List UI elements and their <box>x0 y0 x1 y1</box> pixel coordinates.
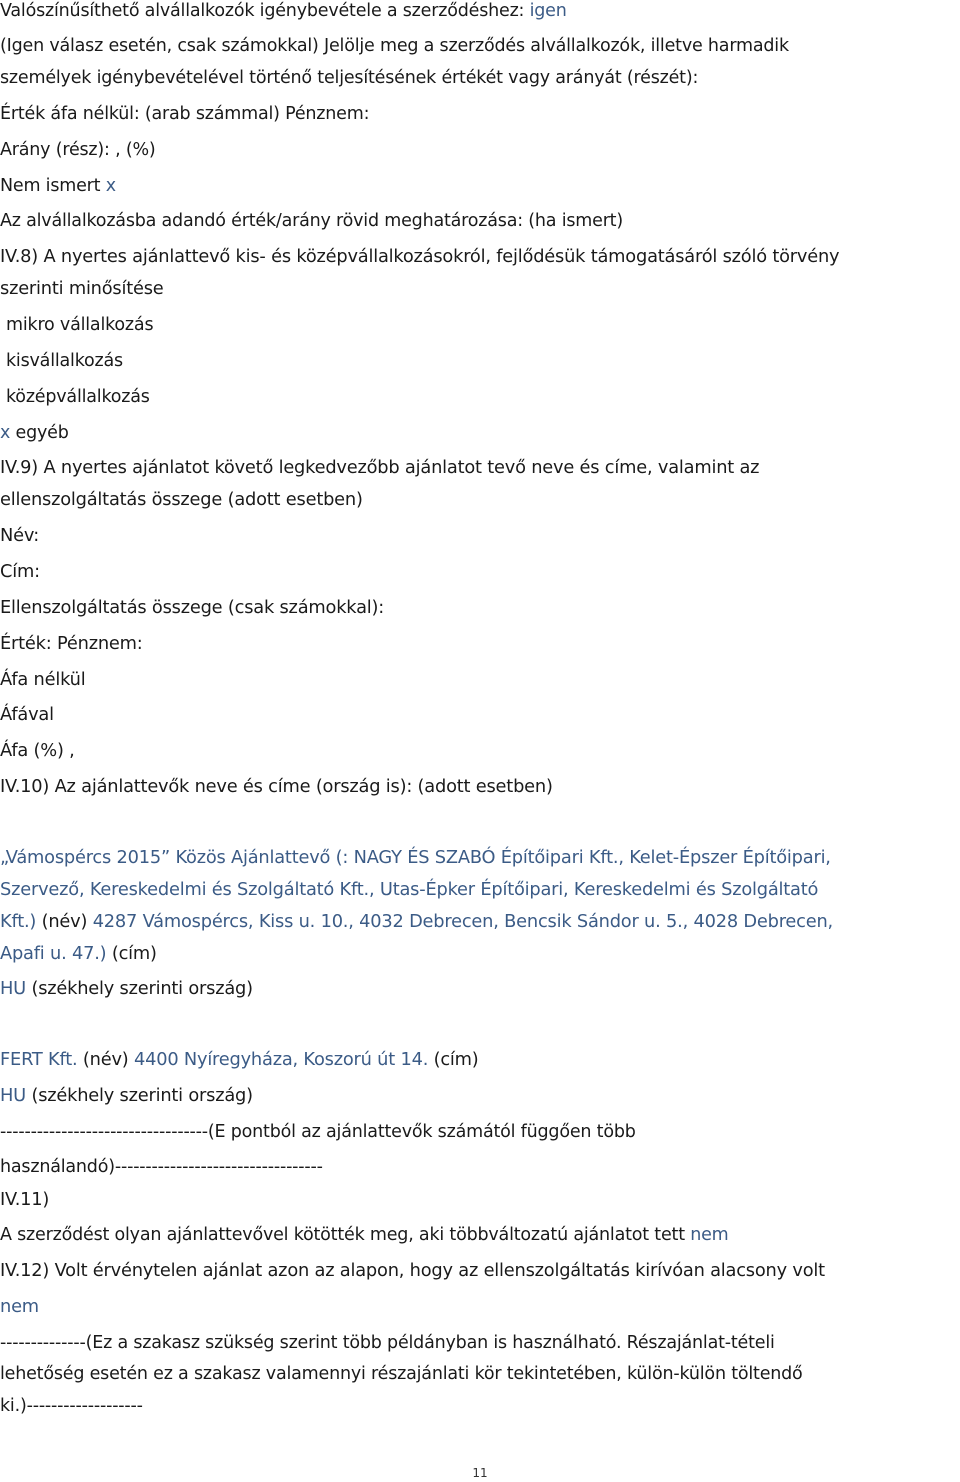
bidder2-line <box>0 1049 958 1071</box>
option-medium: középvállalkozás <box>6 387 150 407</box>
text-line: személyek igénybevételével történő teljesítésének értékét vagy arányát (részét): <box>0 68 699 88</box>
other-mark: x <box>0 423 11 443</box>
text-line: Áfa (%) , <box>0 740 75 761</box>
bidder-name-line: „Vámospércs 2015” Közös Ajánlattevő (: NAGY ÉS SZABÓ Építőipari Kft., Kelet-Épszer Építőipari, <box>0 847 831 868</box>
section-iv9-heading: IV.9) A nyertes ajánlatot követő legkedvezőbb ajánlatot tevő neve és címe, valamint az <box>0 457 760 478</box>
name-tag: (név) <box>36 911 93 932</box>
page-number: 11 <box>472 1466 488 1480</box>
bidder-name-line: Szervező, Kereskedelmi és Szolgáltató Kft., Utas-Épker Építőipari, Kereskedelmi és Szolgáltató <box>0 879 819 900</box>
bidder-country-line <box>0 978 958 1000</box>
text-line: szerinti minősítése <box>0 278 164 299</box>
bidder2-address: 4400 Nyíregyháza, Koszorú út 14. <box>133 1049 429 1070</box>
unknown-label: Nem ismert <box>0 176 106 196</box>
variant-bid-line <box>0 1224 958 1246</box>
section-iv10-heading: IV.10) Az ajánlattevők neve és címe (ország is): (adott esetben) <box>0 776 553 797</box>
text-line: Áfa nélkül <box>0 669 86 690</box>
section-iv12-heading: IV.12) Volt érvénytelen ajánlat azon az alapon, hogy az ellenszolgáltatás kirívóan alacsony volt <box>0 1260 825 1281</box>
text-line: ellenszolgáltatás összege (adott esetben) <box>0 489 363 510</box>
subcontracting-answer: igen <box>529 1 567 21</box>
option-small: kisvállalkozás <box>6 351 123 371</box>
text-line: Áfával <box>0 704 54 725</box>
country-label: (székhely szerinti ország) <box>26 1085 253 1106</box>
bidder-address-line <box>0 911 958 933</box>
subcontracting-question <box>0 0 958 22</box>
text-line: Az alvállalkozásba adandó érték/arány rövid meghatározása: (ha ismert) <box>0 211 623 231</box>
name-label: Név: <box>0 525 39 546</box>
text-line: (Igen válasz esetén, csak számokkal) Jelölje meg a szerződés alvállalkozók, illetve harmadik <box>0 36 789 56</box>
section-iv8-heading: IV.8) A nyertes ajánlattevő kis- és középvállalkozásokról, fejlődésük támogatásáról szóló törvény <box>0 246 840 267</box>
address-tag: (cím) <box>106 943 157 964</box>
variant-bid-label: A szerződést olyan ajánlattevővel kötötték meg, aki többváltozatú ajánlatot tett <box>0 1225 691 1245</box>
name-tag: (név) <box>77 1049 134 1070</box>
text-line: Arány (rész): , (%) <box>0 140 156 160</box>
bidder-name-end: Kft.) <box>0 911 37 932</box>
bidder-address-end: Apafi u. 47.) <box>0 943 107 964</box>
country-code: HU <box>0 978 26 999</box>
unknown-mark: x <box>105 176 116 196</box>
bidder2-country-line <box>0 1085 958 1107</box>
separator-note: ----------------------------------(E pontból az ajánlattevők számától függően több <box>0 1122 636 1142</box>
address-label: Cím: <box>0 561 40 582</box>
other-label: egyéb <box>10 423 69 443</box>
section-note: lehetőség esetén ez a szakasz valamennyi részajánlati kör tekintetében, külön-külön töltendő <box>0 1364 803 1384</box>
country-label: (székhely szerinti ország) <box>26 978 253 999</box>
text-line: Érték: Pénznem: <box>0 633 143 654</box>
low-price-answer: nem <box>0 1296 39 1317</box>
option-other <box>0 422 958 444</box>
bidder-address: 4287 Vámospércs, Kiss u. 10., 4032 Debrecen, Bencsik Sándor u. 5., 4028 Debrecen, <box>92 911 834 932</box>
text-line: Érték áfa nélkül: (arab számmal) Pénznem: <box>0 104 370 124</box>
address-tag: (cím) <box>428 1049 479 1070</box>
separator-note: használandó)---------------------------------- <box>0 1157 323 1177</box>
section-note: --------------(Ez a szakasz szükség szerint több példányban is használható. Részajánlat-tételi <box>0 1333 775 1353</box>
subcontracting-label: Valószínűsíthető alvállalkozók igénybevétele a szerződéshez: <box>0 1 530 21</box>
section-note: ki.)------------------- <box>0 1396 143 1416</box>
bidder-address-line <box>0 943 958 965</box>
section-iv11-heading: IV.11) <box>0 1189 50 1210</box>
bidder2-name: FERT Kft. <box>0 1049 78 1070</box>
option-micro: mikro vállalkozás <box>6 315 154 335</box>
country-code: HU <box>0 1085 26 1106</box>
unknown-option <box>0 175 958 197</box>
text-line: Ellenszolgáltatás összege (csak számokkal): <box>0 597 385 618</box>
variant-bid-answer: nem <box>690 1225 729 1245</box>
